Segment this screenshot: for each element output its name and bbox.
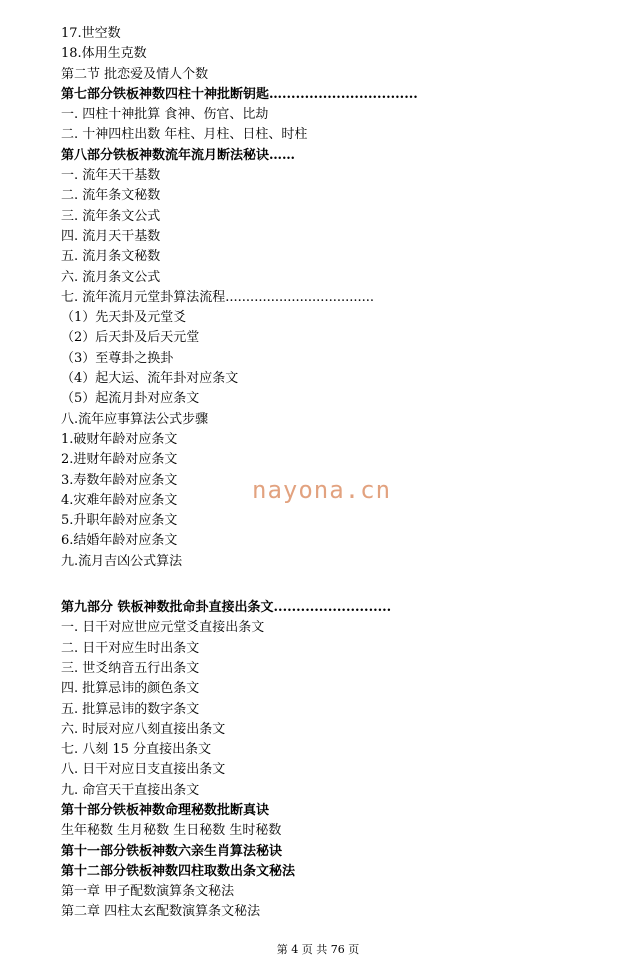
toc-item: 三. 流年条文公式 bbox=[61, 208, 161, 224]
toc-item: 三. 世爻纳音五行出条文 bbox=[61, 660, 200, 676]
toc-item: 八. 日干对应日支直接出条文 bbox=[61, 762, 226, 778]
toc-item: 5.升职年龄对应条文 bbox=[61, 513, 178, 529]
toc-item: 生年秘数 生月秘数 生日秘数 生时秘数 bbox=[61, 823, 282, 839]
toc-item: 第一章 甲子配数演算条文秘法 bbox=[61, 884, 235, 900]
section-heading: 第十部分铁板神数命理秘数批断真诀 bbox=[61, 802, 270, 818]
toc-item: 七. 八刻 15 分直接出条文 bbox=[61, 742, 212, 758]
toc-item: 四. 流月天干基数 bbox=[61, 228, 161, 244]
toc-item: 一. 日干对应世应元堂爻直接出条文 bbox=[61, 620, 265, 636]
blank-line bbox=[61, 572, 581, 598]
page-footer: 第 4 页 共 76 页 bbox=[276, 943, 360, 956]
table-of-contents bbox=[61, 24, 581, 923]
toc-item: （5）起流月卦对应条文 bbox=[61, 391, 200, 407]
toc-item: 6.结婚年龄对应条文 bbox=[61, 533, 178, 549]
toc-item: 一. 流年天干基数 bbox=[61, 168, 161, 184]
toc-item: 第二章 四柱太玄配数演算条文秘法 bbox=[61, 904, 261, 920]
toc-item: 3.寿数年龄对应条文 bbox=[61, 472, 178, 488]
toc-item: 第二节 批恋爱及情人个数 bbox=[61, 66, 209, 82]
section-heading: 第十二部分铁板神数四柱取数出条文秘法 bbox=[61, 863, 296, 879]
toc-item: （1）先天卦及元堂爻 bbox=[61, 310, 187, 326]
toc-item: 九. 命宫天干直接出条文 bbox=[61, 782, 200, 798]
toc-item: 1.破财年龄对应条文 bbox=[61, 431, 178, 447]
toc-item: 七. 流年流月元堂卦算法流程.................................... bbox=[61, 289, 375, 305]
toc-item: （4）起大运、流年卦对应条文 bbox=[61, 371, 239, 387]
toc-item: 四. 批算忌讳的颜色条文 bbox=[61, 681, 200, 697]
section-heading: 第七部分铁板神数四柱十神批断钥匙….............................. bbox=[61, 86, 418, 102]
toc-item: （3）至尊卦之换卦 bbox=[61, 350, 174, 366]
toc-item: 九.流月吉凶公式算法 bbox=[61, 553, 183, 569]
toc-item: （2）后天卦及后天元堂 bbox=[61, 330, 200, 346]
toc-item: 2.进财年龄对应条文 bbox=[61, 452, 178, 468]
toc-item: 二. 十神四柱出数 年柱、月柱、日柱、时柱 bbox=[61, 127, 308, 143]
section-heading: 第九部分 铁板神数批命卦直接出条文.......................... bbox=[61, 600, 392, 616]
section-heading: 第八部分铁板神数流年流月断法秘诀…… bbox=[61, 147, 296, 163]
toc-item: 六. 流月条文公式 bbox=[61, 269, 161, 285]
watermark: nayona.cn bbox=[252, 476, 392, 504]
toc-item: 五. 批算忌讳的数字条文 bbox=[61, 701, 200, 717]
toc-item: 二. 流年条文秘数 bbox=[61, 188, 161, 204]
toc-item: 五. 流月条文秘数 bbox=[61, 249, 161, 265]
toc-item: 八.流年应事算法公式步骤 bbox=[61, 411, 209, 427]
toc-item: 18.体用生克数 bbox=[61, 46, 147, 62]
toc-item: 六. 时辰对应八刻直接出条文 bbox=[61, 721, 226, 737]
section-heading: 第十一部分铁板神数六亲生肖算法秘诀 bbox=[61, 843, 283, 859]
toc-item: 一. 四柱十神批算 食神、伤官、比劫 bbox=[61, 107, 269, 123]
toc-item: 二. 日干对应生时出条文 bbox=[61, 640, 200, 656]
toc-item: 4.灾难年龄对应条文 bbox=[61, 492, 178, 508]
toc-item: 17.世空数 bbox=[61, 26, 121, 41]
